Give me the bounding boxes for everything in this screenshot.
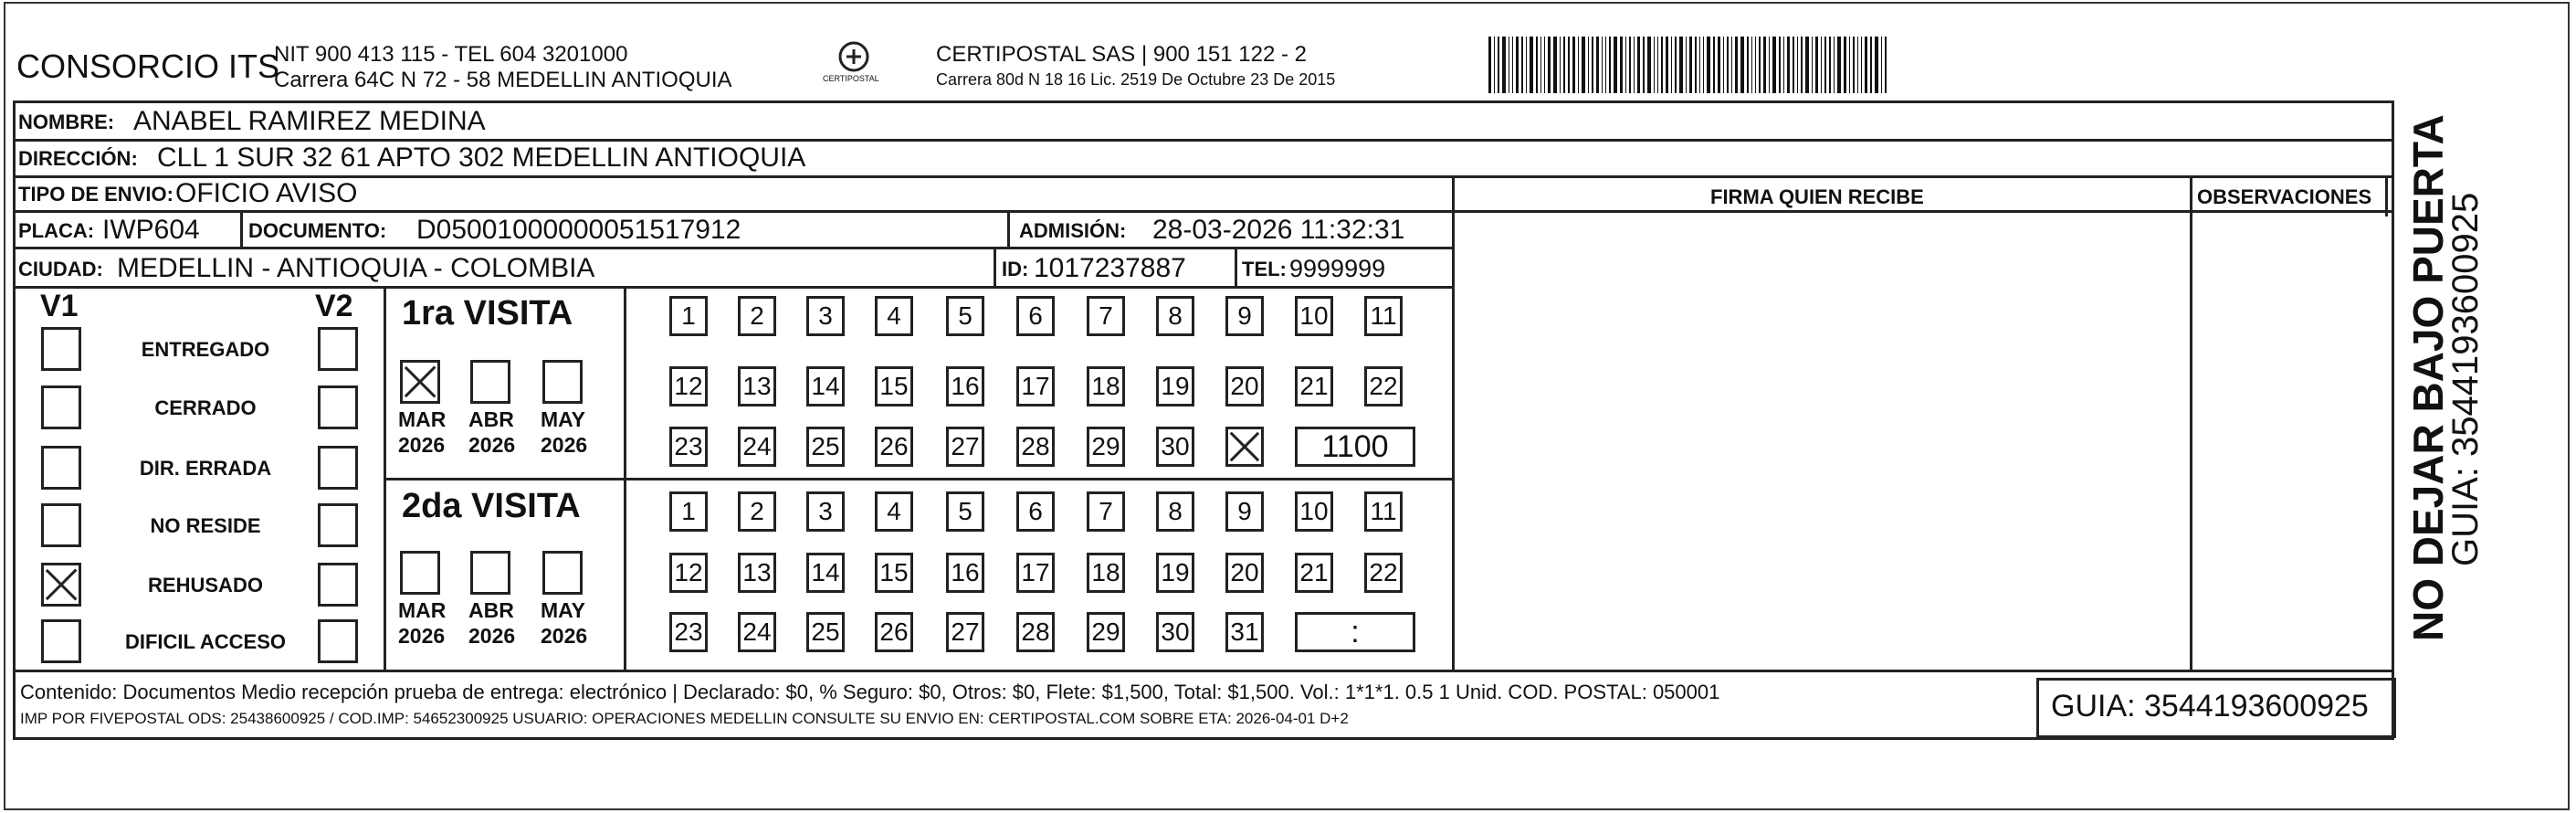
day-box[interactable]: 3 (806, 296, 845, 336)
month-checkbox[interactable] (400, 551, 440, 595)
day-box[interactable]: 23 (669, 427, 708, 467)
day-box[interactable]: 23 (669, 612, 708, 652)
month-label: ABR (468, 598, 514, 622)
day-box[interactable]: 7 (1087, 296, 1125, 336)
v1-label: V1 (40, 289, 79, 323)
day-box[interactable]: 25 (806, 612, 845, 652)
month-year: 2026 (541, 433, 588, 457)
day-box[interactable]: 6 (1016, 491, 1055, 532)
day-box[interactable]: 17 (1016, 553, 1055, 593)
day-box[interactable]: 24 (738, 427, 776, 467)
month-label: MAY (541, 598, 585, 622)
day-box[interactable]: 28 (1016, 427, 1055, 467)
day-box[interactable]: 9 (1225, 296, 1264, 336)
day-box[interactable]: 26 (875, 612, 913, 652)
v2-checkbox[interactable] (318, 327, 358, 371)
certipostal-logo (817, 38, 890, 93)
carrier-name: CERTIPOSTAL SAS | 900 151 122 - 2 (936, 42, 1307, 67)
nombre-label: NOMBRE: (18, 111, 115, 133)
day-box[interactable]: 10 (1295, 491, 1333, 532)
day-box[interactable]: 5 (946, 491, 984, 532)
v1-checkbox[interactable] (41, 446, 81, 490)
day-box[interactable]: 5 (946, 296, 984, 336)
month-checkbox[interactable] (542, 360, 583, 404)
day-box[interactable]: 25 (806, 427, 845, 467)
placa-label: PLACA: (18, 219, 95, 242)
day-box[interactable]: 30 (1156, 612, 1194, 652)
status-label: REHUSADO (148, 574, 263, 597)
direccion-value: CLL 1 SUR 32 61 APTO 302 MEDELLIN ANTIOQUIA (157, 143, 806, 173)
month-checkbox[interactable] (470, 360, 510, 404)
logo-text: CERTIPOSTAL (823, 74, 879, 83)
nombre-value: ANABEL RAMIREZ MEDINA (133, 106, 486, 136)
side-guia: GUIA: 3544193600925 (2445, 192, 2486, 566)
day-box[interactable]: 7 (1087, 491, 1125, 532)
time-box[interactable]: 1100 (1295, 427, 1415, 467)
day-box[interactable]: 19 (1156, 553, 1194, 593)
v1-checkbox[interactable] (41, 385, 81, 429)
month-label: MAY (541, 407, 585, 431)
v2-checkbox[interactable] (318, 503, 358, 547)
v1-checkbox[interactable] (41, 563, 81, 607)
v2-checkbox[interactable] (318, 619, 358, 663)
footer-line-1: Contenido: Documentos Medio recepción prueba de entrega: electrónico | Declarado: $0, % Seguro: $0, Otros: $0, Flete: $1,500, Total: $1,500. Vol.: 1*1*1. 0.5 1 Unid. COD. POSTAL: 050001 (20, 681, 1720, 703)
tel-label: TEL: (1242, 258, 1287, 280)
footer-guia: GUIA: 3544193600925 (2051, 689, 2369, 723)
day-box[interactable]: 30 (1156, 427, 1194, 467)
v1-checkbox[interactable] (41, 619, 81, 663)
placa-value: IWP604 (102, 215, 200, 245)
v1-checkbox[interactable] (41, 327, 81, 371)
logo-mark-icon (817, 38, 890, 93)
month-year: 2026 (398, 433, 446, 457)
day-box[interactable]: 4 (875, 296, 913, 336)
status-label: DIFICIL ACCESO (124, 630, 286, 653)
day-box[interactable]: 27 (946, 427, 984, 467)
barcode (1488, 37, 2219, 93)
day-box[interactable]: 8 (1156, 491, 1194, 532)
firma-header: FIRMA QUIEN RECIBE (1710, 185, 1924, 208)
day-box[interactable]: 22 (1364, 553, 1403, 593)
ciudad-label: CIUDAD: (18, 258, 103, 280)
day-box[interactable]: 2 (738, 296, 776, 336)
v2-checkbox[interactable] (318, 563, 358, 607)
month-label: ABR (468, 407, 514, 431)
v2-label: V2 (315, 289, 353, 323)
tipo-envio-label: TIPO DE ENVIO: (18, 183, 173, 206)
first-visit-title: 1ra VISITA (402, 294, 573, 333)
month-label: MAR (398, 407, 447, 431)
day-box[interactable]: 19 (1156, 366, 1194, 406)
day-box[interactable]: 15 (875, 366, 913, 406)
day-box[interactable]: 18 (1087, 366, 1125, 406)
documento-value: D05001000000051517912 (416, 215, 741, 245)
day-box[interactable]: 29 (1087, 427, 1125, 467)
carrier-address: Carrera 80d N 18 16 Lic. 2519 De Octubre 23 De 2015 (936, 70, 1336, 89)
month-checkbox[interactable] (400, 360, 440, 404)
time-box[interactable]: : (1295, 612, 1415, 652)
day-box[interactable]: 9 (1225, 491, 1264, 532)
day-box[interactable]: 16 (946, 366, 984, 406)
v2-checkbox[interactable] (318, 385, 358, 429)
admision-value: 28-03-2026 11:32:31 (1152, 215, 1405, 245)
day-box[interactable]: 29 (1087, 612, 1125, 652)
day-box[interactable]: 18 (1087, 553, 1125, 593)
day-box[interactable]: 26 (875, 427, 913, 467)
observaciones-header: OBSERVACIONES (2197, 185, 2372, 208)
form-frame (13, 100, 2394, 740)
id-value: 1017237887 (1034, 253, 1186, 283)
day-box[interactable]: 21 (1295, 553, 1333, 593)
day-box[interactable]: 15 (875, 553, 913, 593)
day-box[interactable]: 3 (806, 491, 845, 532)
day-box[interactable]: 24 (738, 612, 776, 652)
day-box[interactable]: 17 (1016, 366, 1055, 406)
side-warning: NO DEJAR BAJO PUERTA (2404, 114, 2452, 641)
footer-line-2: IMP POR FIVEPOSTAL ODS: 25438600925 / COD.IMP: 54652300925 USUARIO: OPERACIONES MEDELLIN CONSULTE SU ENVIO EN: CERTIPOSTAL.COM SOBRE ETA: 2026-04-01 D+2 (20, 710, 1349, 727)
month-year: 2026 (541, 624, 588, 648)
v2-checkbox[interactable] (318, 446, 358, 490)
day-box[interactable]: 14 (806, 366, 845, 406)
status-label: ENTREGADO (141, 338, 270, 361)
day-box[interactable]: 4 (875, 491, 913, 532)
day-box[interactable]: 12 (669, 553, 708, 593)
status-label: DIR. ERRADA (139, 457, 272, 480)
company-nit: NIT 900 413 115 - TEL 604 3201000 (274, 42, 628, 67)
day-box[interactable]: 8 (1156, 296, 1194, 336)
day-box[interactable]: 28 (1016, 612, 1055, 652)
day-box[interactable]: 11 (1364, 296, 1403, 336)
day-box[interactable]: 6 (1016, 296, 1055, 336)
day-box[interactable]: 21 (1295, 366, 1333, 406)
company-name: CONSORCIO ITS (16, 48, 280, 85)
status-label: CERRADO (154, 396, 257, 419)
day-box[interactable]: 13 (738, 366, 776, 406)
day-box[interactable]: 20 (1225, 553, 1264, 593)
tel-value: 9999999 (1289, 255, 1386, 282)
day-box[interactable]: 27 (946, 612, 984, 652)
day-box[interactable]: 11 (1364, 491, 1403, 532)
day-box[interactable]: 14 (806, 553, 845, 593)
month-year: 2026 (468, 433, 516, 457)
day-box[interactable]: 10 (1295, 296, 1333, 336)
day-box[interactable]: 16 (946, 553, 984, 593)
day-box[interactable]: 13 (738, 553, 776, 593)
day-box[interactable]: 1 (669, 296, 708, 336)
month-checkbox[interactable] (542, 551, 583, 595)
company-address: Carrera 64C N 72 - 58 MEDELLIN ANTIOQUIA (274, 68, 732, 92)
second-visit-title: 2da VISITA (402, 487, 581, 525)
v1-checkbox[interactable] (41, 503, 81, 547)
documento-label: DOCUMENTO: (248, 219, 387, 242)
direccion-label: DIRECCIÓN: (18, 147, 138, 170)
month-label: MAR (398, 598, 447, 622)
day-box[interactable]: 12 (669, 366, 708, 406)
day-box[interactable] (1225, 427, 1264, 467)
day-box[interactable]: 2 (738, 491, 776, 532)
day-box[interactable]: 20 (1225, 366, 1264, 406)
ciudad-value: MEDELLIN - ANTIOQUIA - COLOMBIA (117, 253, 595, 283)
month-checkbox[interactable] (470, 551, 510, 595)
day-box[interactable]: 1 (669, 491, 708, 532)
month-year: 2026 (398, 624, 446, 648)
month-year: 2026 (468, 624, 516, 648)
admision-label: ADMISIÓN: (1019, 219, 1127, 242)
day-box[interactable]: 31 (1225, 612, 1264, 652)
tipo-envio-value: OFICIO AVISO (175, 178, 358, 208)
id-label: ID: (1002, 258, 1029, 280)
day-box[interactable]: 22 (1364, 366, 1403, 406)
status-label: NO RESIDE (150, 514, 261, 537)
